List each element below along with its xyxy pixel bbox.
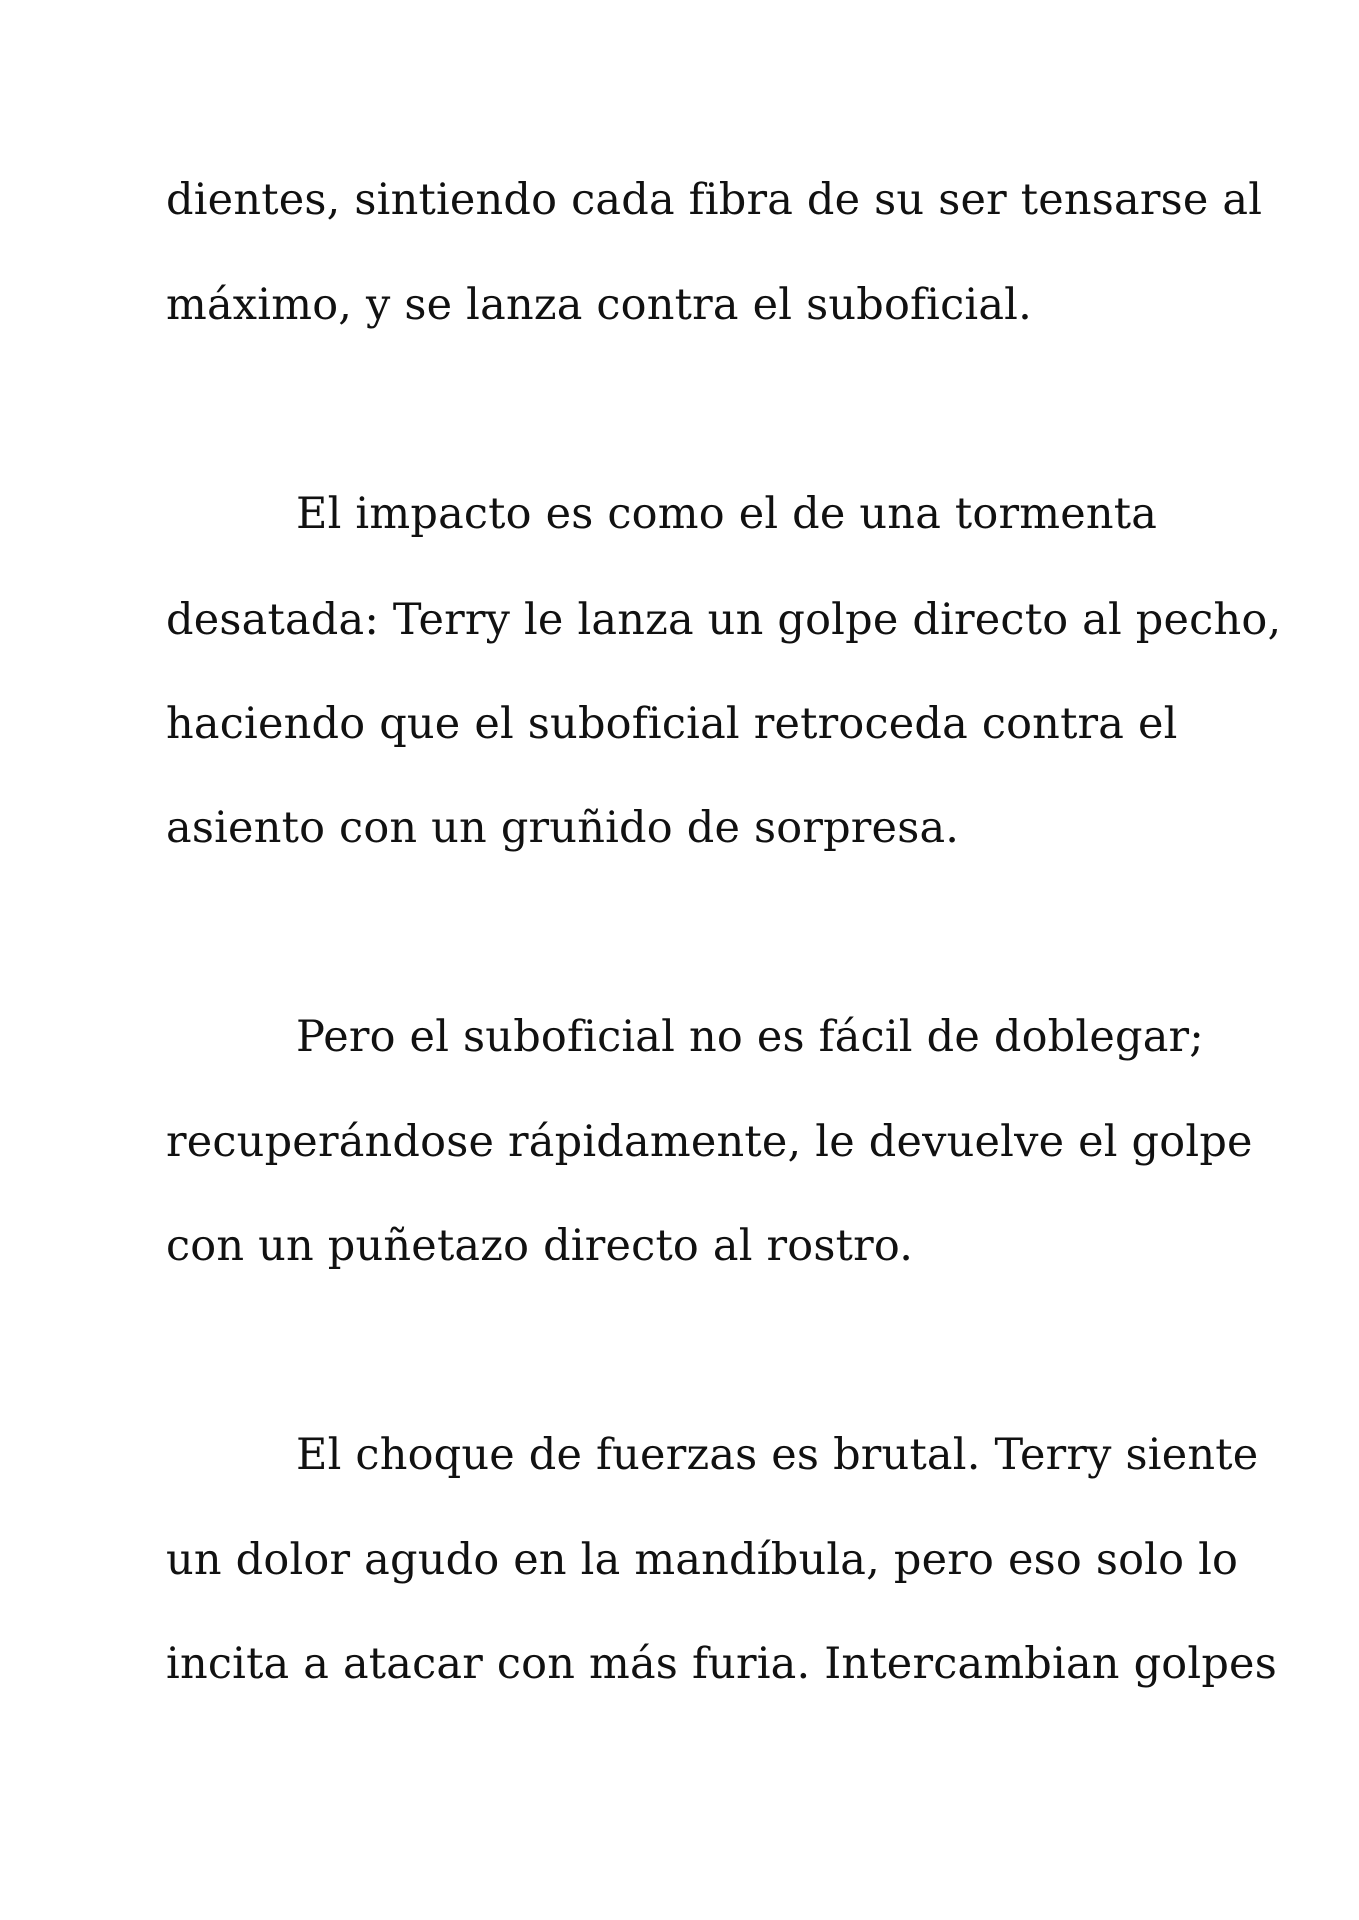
- text-line: un dolor agudo en la mandíbula, pero eso solo lo: [166, 1535, 1239, 1585]
- text-line: El impacto es como el de una tormenta: [296, 489, 1158, 539]
- text-line: recuperándose rápidamente, le devuelve el golpe: [166, 1117, 1253, 1167]
- text-line: haciendo que el suboficial retroceda contra el: [166, 699, 1178, 749]
- text-line: con un puñetazo directo al rostro.: [166, 1221, 914, 1271]
- text-line: dientes, sintiendo cada fibra de su ser tensarse al: [166, 175, 1263, 225]
- text-line: incita a atacar con más furia. Intercambian golpes: [166, 1639, 1277, 1689]
- text-line: El choque de fuerzas es brutal. Terry siente: [296, 1430, 1259, 1480]
- text-line: máximo, y se lanza contra el suboficial.: [166, 280, 1033, 330]
- text-line: asiento con un gruñido de sorpresa.: [166, 803, 960, 853]
- text-line: Pero el suboficial no es fácil de doblegar;: [296, 1012, 1204, 1062]
- text-line: desatada: Terry le lanza un golpe directo al pecho,: [166, 595, 1282, 645]
